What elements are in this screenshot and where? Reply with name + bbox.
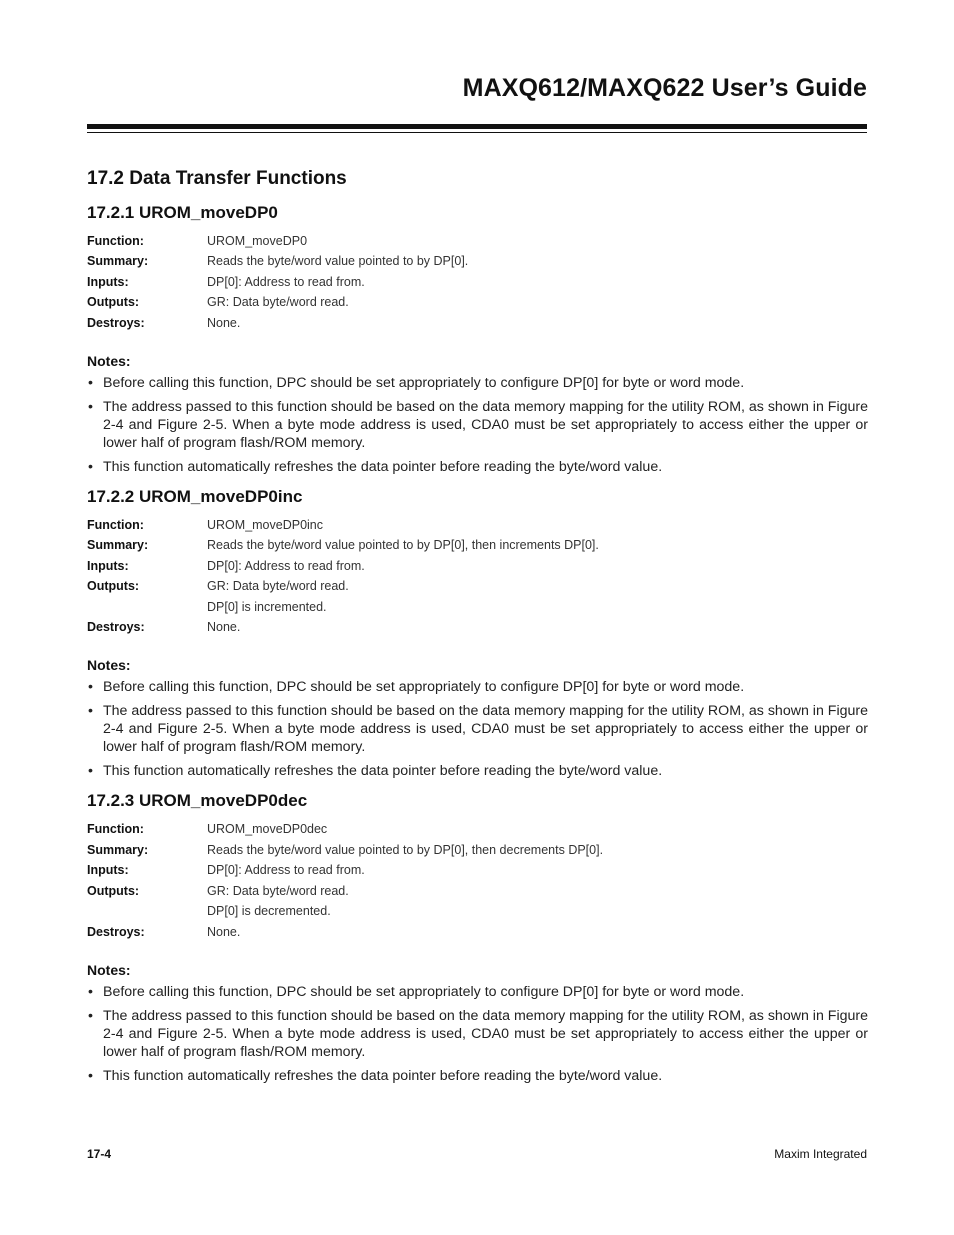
field-label: Outputs: [87, 579, 140, 594]
field-label: Inputs: [87, 558, 129, 573]
header-rule-thick [87, 124, 867, 129]
field-label: Function: [87, 518, 144, 533]
field-value: Reads the byte/word value pointed to by DP[0], then decrements DP[0]. [207, 842, 604, 857]
field-row [87, 901, 868, 921]
subsection [87, 791, 868, 1084]
field-row [87, 576, 868, 596]
note-item: • Before calling this function, DPC should be set appropriately to configure DP[0] for byte or word mode. [87, 678, 868, 696]
field-label: Outputs: [87, 295, 140, 310]
field-label: Summary: [87, 842, 149, 857]
field-value: GR: Data byte/word read. [207, 295, 349, 310]
note-item: • This function automatically refreshes the data pointer before reading the byte/word value. [87, 458, 868, 476]
header-rule-thin [87, 132, 867, 133]
document-title: MAXQ612/MAXQ622 User’s Guide [462, 74, 867, 102]
field-value: GR: Data byte/word read. [207, 579, 349, 594]
subsection-title: 17.2.1 UROM_moveDP0 [87, 203, 278, 222]
subsection [87, 487, 868, 780]
subsection [87, 203, 868, 476]
page-content [87, 168, 868, 1096]
note-item: • The address passed to this function should be based on the data memory mapping for the utility ROM, as shown in Figure 2-4 and Figure 2-5. When a byte mode address is used, CDA0 must be set appropriately to access either the upper or lower half of program flash/ROM memory. [87, 1007, 868, 1061]
note-item: • The address passed to this function should be based on the data memory mapping for the utility ROM, as shown in Figure 2-4 and Figure 2-5. When a byte mode address is used, CDA0 must be set appropriately to access either the upper or lower half of program flash/ROM memory. [87, 702, 868, 756]
notes-title: Notes: [87, 657, 131, 674]
field-value: Reads the byte/word value pointed to by DP[0], then increments DP[0]. [207, 538, 599, 553]
note-item: • The address passed to this function should be based on the data memory mapping for the utility ROM, as shown in Figure 2-4 and Figure 2-5. When a byte mode address is used, CDA0 must be set appropriately to access either the upper or lower half of program flash/ROM memory. [87, 398, 868, 452]
field-row [87, 292, 868, 312]
field-row [87, 819, 868, 839]
field-table [87, 819, 868, 941]
subsection-list [87, 203, 868, 1085]
field-row [87, 881, 868, 901]
field-table [87, 515, 868, 637]
field-value: DP[0]: Address to read from. [207, 558, 365, 573]
field-label: Inputs: [87, 863, 129, 878]
notes-list [87, 678, 868, 780]
note-item: • This function automatically refreshes the data pointer before reading the byte/word value. [87, 762, 868, 780]
section-title: 17.2 Data Transfer Functions [87, 168, 347, 189]
field-label: Summary: [87, 538, 149, 553]
field-row [87, 860, 868, 880]
field-value: UROM_moveDP0dec [207, 822, 328, 837]
field-row [87, 251, 868, 271]
field-row [87, 515, 868, 535]
field-row [87, 922, 868, 942]
field-label: Destroys: [87, 924, 145, 939]
field-label: Destroys: [87, 620, 145, 635]
field-value: DP[0] is decremented. [207, 904, 331, 919]
field-value: None. [207, 620, 241, 635]
notes-title: Notes: [87, 353, 131, 370]
field-label [87, 597, 207, 617]
field-label: Outputs: [87, 883, 140, 898]
field-row [87, 556, 868, 576]
field-row [87, 597, 868, 617]
field-label: Function: [87, 234, 144, 248]
field-label: Destroys: [87, 315, 145, 330]
field-label: Function: [87, 822, 144, 837]
note-item: • Before calling this function, DPC should be set appropriately to configure DP[0] for byte or word mode. [87, 983, 868, 1001]
footer-page-number: 17-4 [87, 1147, 112, 1161]
field-table [87, 231, 868, 333]
field-value: None. [207, 315, 241, 330]
field-value: DP[0] is incremented. [207, 599, 327, 614]
field-label: Summary: [87, 254, 149, 269]
field-row [87, 617, 868, 637]
field-row [87, 535, 868, 555]
field-value: DP[0]: Address to read from. [207, 863, 365, 878]
subsection-title: 17.2.3 UROM_moveDP0dec [87, 791, 308, 811]
field-label [87, 901, 207, 921]
field-row [87, 231, 868, 251]
field-value: UROM_moveDP0 [207, 234, 308, 248]
note-item: • This function automatically refreshes the data pointer before reading the byte/word value. [87, 1067, 868, 1085]
field-value: Reads the byte/word value pointed to by DP[0]. [207, 254, 469, 269]
subsection-title: 17.2.2 UROM_moveDP0inc [87, 487, 303, 507]
field-row [87, 313, 868, 333]
field-value: UROM_moveDP0inc [207, 518, 324, 533]
field-row [87, 272, 868, 292]
field-row [87, 840, 868, 860]
field-value: GR: Data byte/word read. [207, 883, 349, 898]
footer-company: Maxim Integrated [774, 1147, 867, 1161]
notes-title: Notes: [87, 961, 131, 978]
field-value: None. [207, 924, 241, 939]
field-label: Inputs: [87, 274, 129, 289]
notes-list [87, 374, 868, 476]
field-value: DP[0]: Address to read from. [207, 274, 365, 289]
notes-list [87, 983, 868, 1085]
note-item: • Before calling this function, DPC should be set appropriately to configure DP[0] for byte or word mode. [87, 374, 868, 392]
